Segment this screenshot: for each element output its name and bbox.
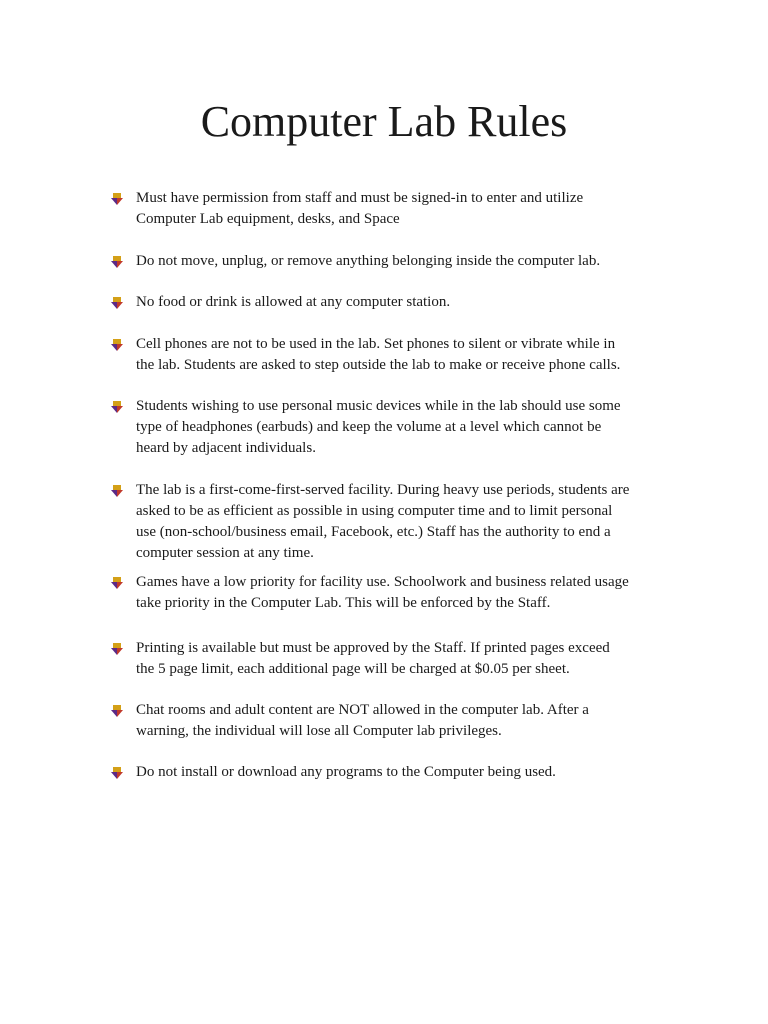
rule-line: Computer Lab equipment, desks, and Space xyxy=(136,211,400,227)
rule-line: take priority in the Computer Lab. This will be enforced by the Staff. xyxy=(136,595,551,611)
rule-text xyxy=(136,292,684,313)
rule-line: use (non-school/business email, Facebook, etc.) Staff has the authority to end a xyxy=(136,524,611,540)
rule-text xyxy=(136,480,684,564)
arrow-bullet-icon xyxy=(110,704,124,718)
rule-line: The lab is a first-come-first-served facility. During heavy use periods, students are xyxy=(136,482,630,498)
arrow-bullet-icon xyxy=(110,338,124,352)
arrow-bullet-icon xyxy=(110,484,124,498)
page-title: Computer Lab Rules xyxy=(200,97,568,146)
rule-line: the 5 page limit, each additional page will be charged at $0.05 per sheet. xyxy=(136,661,570,677)
rule-line: Do not move, unplug, or remove anything belonging inside the computer lab. xyxy=(136,253,601,269)
rule-text xyxy=(136,334,684,376)
rule-text xyxy=(136,188,684,230)
rule-line: Must have permission from staff and must be signed-in to enter and utilize xyxy=(136,190,584,206)
rule-line: Do not install or download any programs to the Computer being used. xyxy=(136,764,556,780)
rule-line: asked to be as efficient as possible in using computer time and to limit personal xyxy=(136,503,613,519)
rule-line: Printing is available but must be approved by the Staff. If printed pages exceed xyxy=(136,640,610,656)
arrow-bullet-icon xyxy=(110,642,124,656)
rule-text xyxy=(136,638,684,680)
arrow-bullet-icon xyxy=(110,255,124,269)
rule-line: Students wishing to use personal music devices while in the lab should use some xyxy=(136,398,621,414)
rule-line: No food or drink is allowed at any computer station. xyxy=(136,294,451,310)
rule-text xyxy=(136,572,684,614)
rule-line: warning, the individual will lose all Computer lab privileges. xyxy=(136,723,502,739)
arrow-bullet-icon xyxy=(110,296,124,310)
rule-line: Games have a low priority for facility use. Schoolwork and business related usage xyxy=(136,574,629,590)
arrow-bullet-icon xyxy=(110,576,124,590)
arrow-bullet-icon xyxy=(110,192,124,206)
rule-text xyxy=(136,251,684,272)
rule-line: Cell phones are not to be used in the lab. Set phones to silent or vibrate while in xyxy=(136,336,616,352)
rule-text xyxy=(136,396,684,459)
arrow-bullet-icon xyxy=(110,766,124,780)
rule-line: the lab. Students are asked to step outside the lab to make or receive phone calls. xyxy=(136,357,621,373)
arrow-bullet-icon xyxy=(110,400,124,414)
rule-line: computer session at any time. xyxy=(136,545,314,561)
rule-line: type of headphones (earbuds) and keep the volume at a level which cannot be xyxy=(136,419,602,435)
rule-text xyxy=(136,762,684,783)
rule-line: heard by adjacent individuals. xyxy=(136,440,316,456)
rule-text xyxy=(136,700,684,742)
rule-line: Chat rooms and adult content are NOT allowed in the computer lab. After a xyxy=(136,702,589,718)
